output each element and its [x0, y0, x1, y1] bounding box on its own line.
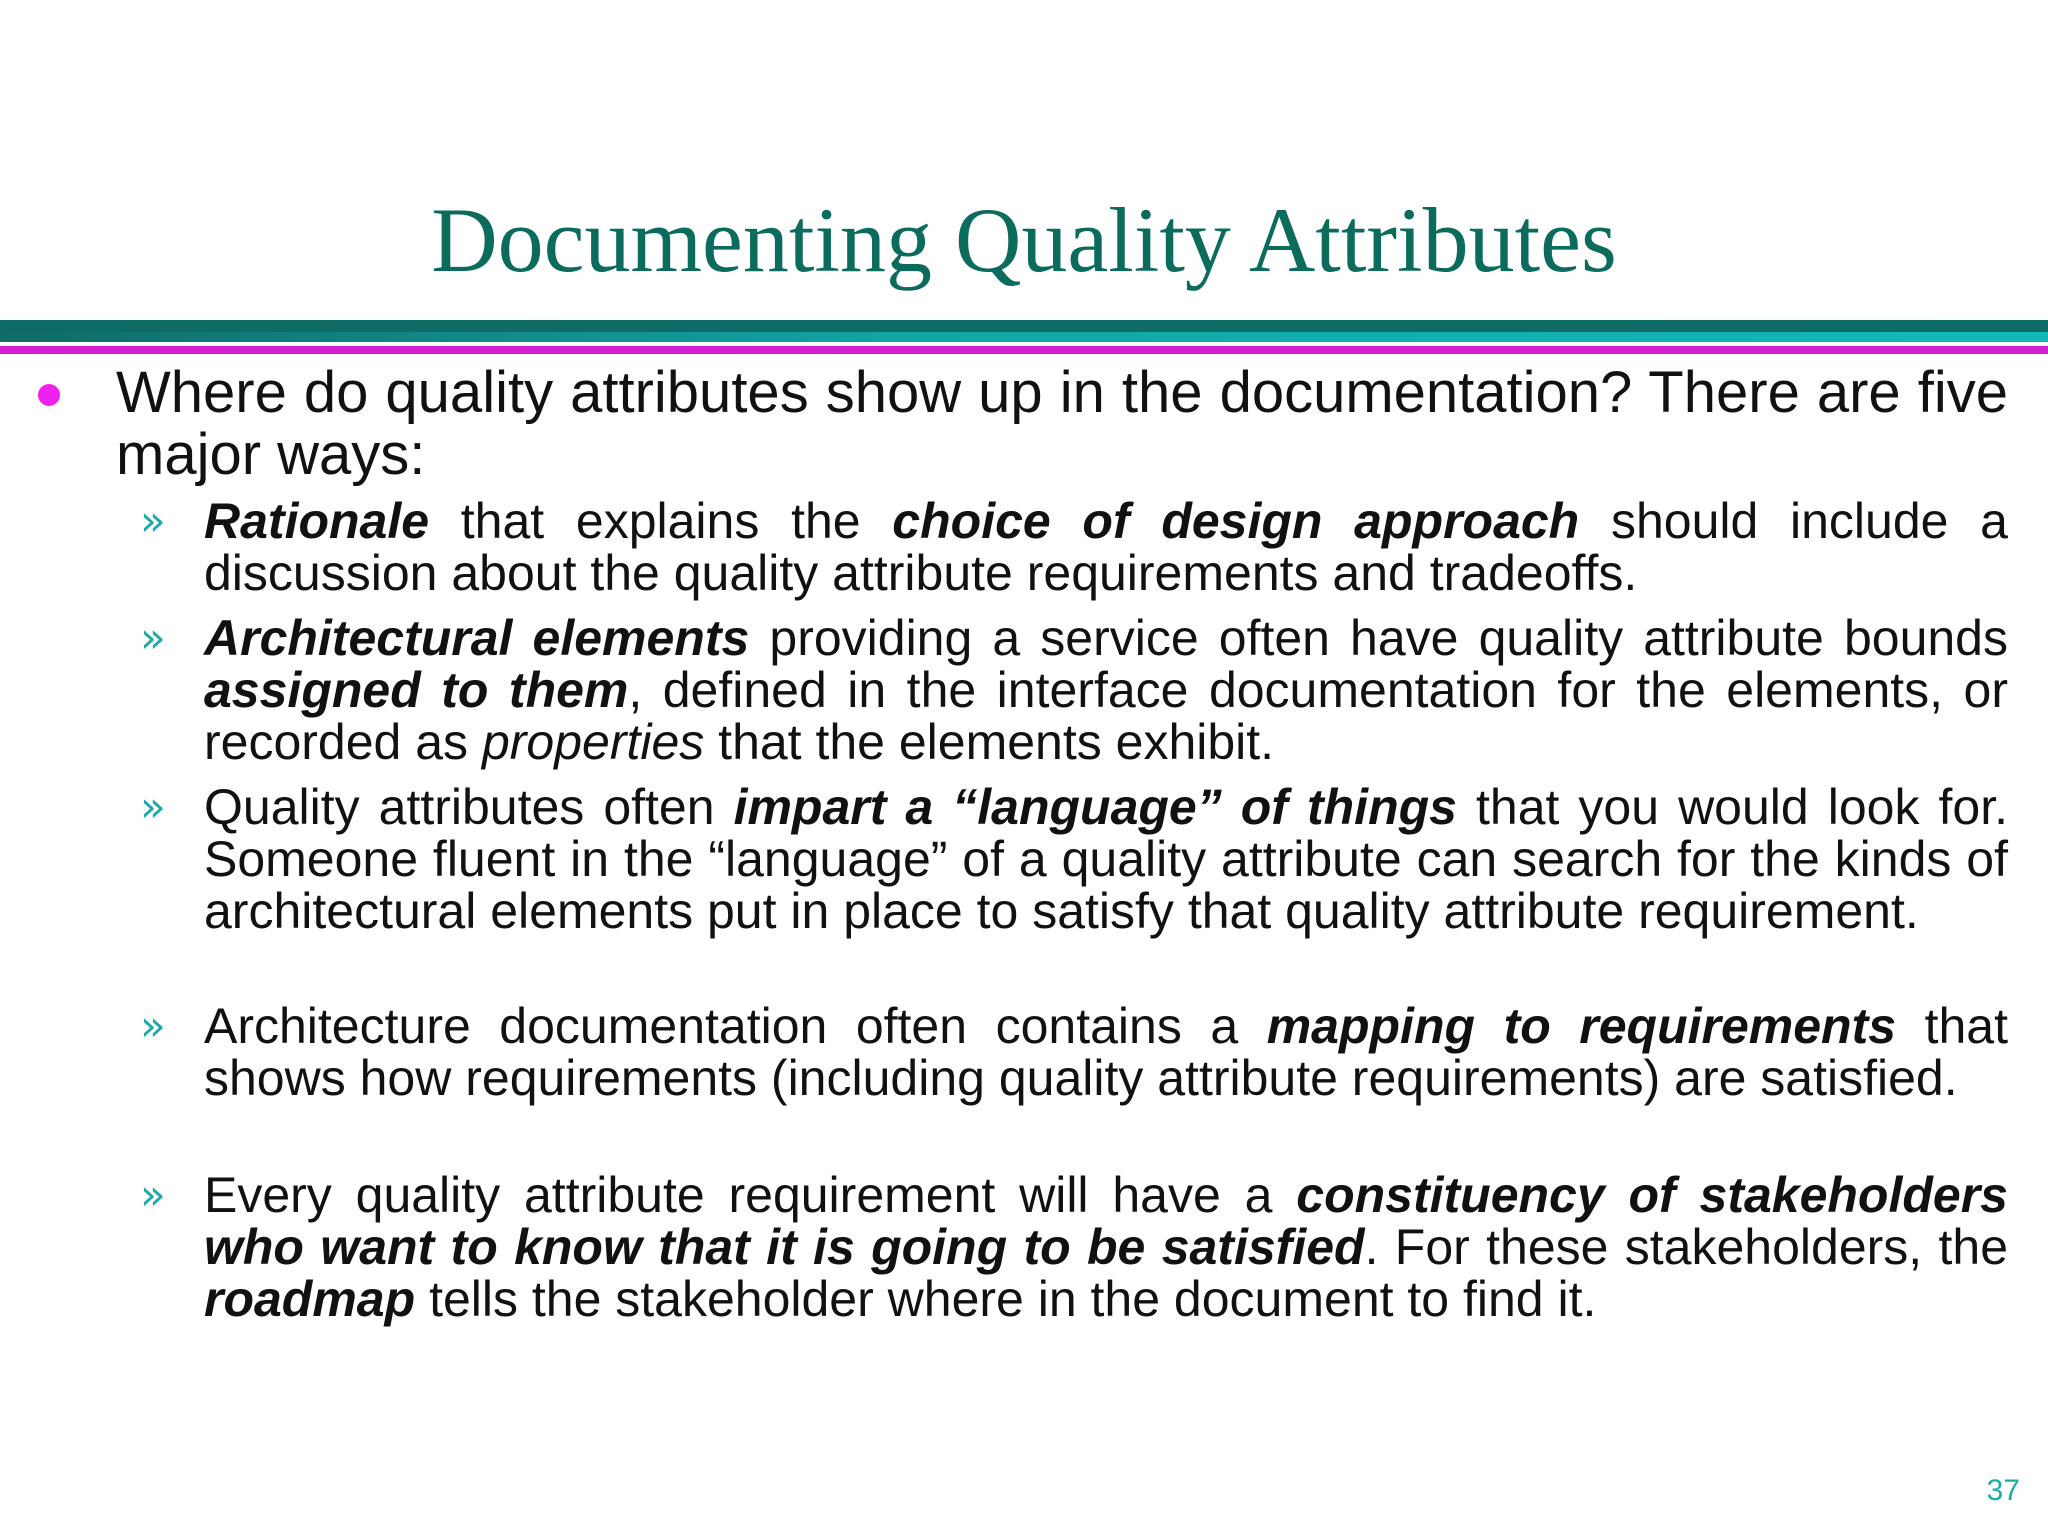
text-run: , defined in the interface documentation for the elements, or recorded as — [204, 662, 2008, 770]
emphasis: choice of design approach — [892, 493, 1580, 549]
main-bullet-text: Where do quality attributes show up in the documentation? There are five major ways: — [116, 360, 2008, 487]
sub-bullet-language — [204, 781, 2008, 937]
sub-bullet-marker-icon: » — [140, 496, 166, 545]
sub-bullet-stakeholders — [204, 1169, 2008, 1325]
text-run: Every quality attribute requirement will have a — [204, 1167, 1297, 1223]
text-run: should include a discussion about the quality attribute requirements and tradeoffs. — [204, 493, 2008, 601]
sub-bullet-architectural-elements — [204, 612, 2008, 768]
bullet-dot-icon — [38, 384, 60, 406]
text-run: that the elements exhibit. — [704, 714, 1275, 770]
sub-bullet-marker-icon: » — [140, 1170, 166, 1219]
emphasis: constituency of stakeholders who want to know that it is going to be satisfied — [204, 1167, 2008, 1275]
title-rule-magenta — [0, 346, 2048, 354]
emphasis: Architectural elements — [204, 610, 750, 666]
emphasis: Rationale — [204, 493, 430, 549]
text-run: providing a service often have quality attribute bounds — [749, 610, 2008, 666]
italic-term: properties — [481, 714, 705, 770]
title-rule-dark — [0, 320, 2048, 332]
emphasis: roadmap — [204, 1271, 416, 1327]
text-run: . For these stakeholders, the — [1364, 1219, 2009, 1275]
text-run: tells the stakeholder where in the document to find it. — [415, 1271, 1597, 1327]
page-number: 37 — [1986, 1474, 2020, 1507]
sub-bullet-rationale — [204, 495, 2008, 599]
sub-bullet-marker-icon: » — [140, 1001, 166, 1050]
emphasis: assigned to them — [204, 662, 629, 718]
text-run: Quality attributes often — [204, 779, 734, 835]
sub-bullet-marker-icon: » — [140, 613, 166, 662]
sub-bullet-mapping — [204, 1000, 2008, 1104]
emphasis: mapping to requirements — [1266, 998, 1897, 1054]
title-rule-teal — [0, 332, 2048, 342]
sub-bullet-marker-icon: » — [140, 782, 166, 831]
text-run: Architecture documentation often contains a — [204, 998, 1267, 1054]
slide-title: Documenting Quality Attributes — [431, 189, 1617, 291]
text-run: that explains the — [429, 493, 893, 549]
text-run: that you would look for. Someone fluent in the “language” of a quality attribute can search for the kinds of architectural elements put in place to satisfy that quality attribute requirement. — [204, 779, 2008, 939]
text-run: that shows how requirements (including quality attribute requirements) are satisfied. — [204, 998, 2008, 1106]
emphasis: impart a “language” of things — [733, 779, 1457, 835]
